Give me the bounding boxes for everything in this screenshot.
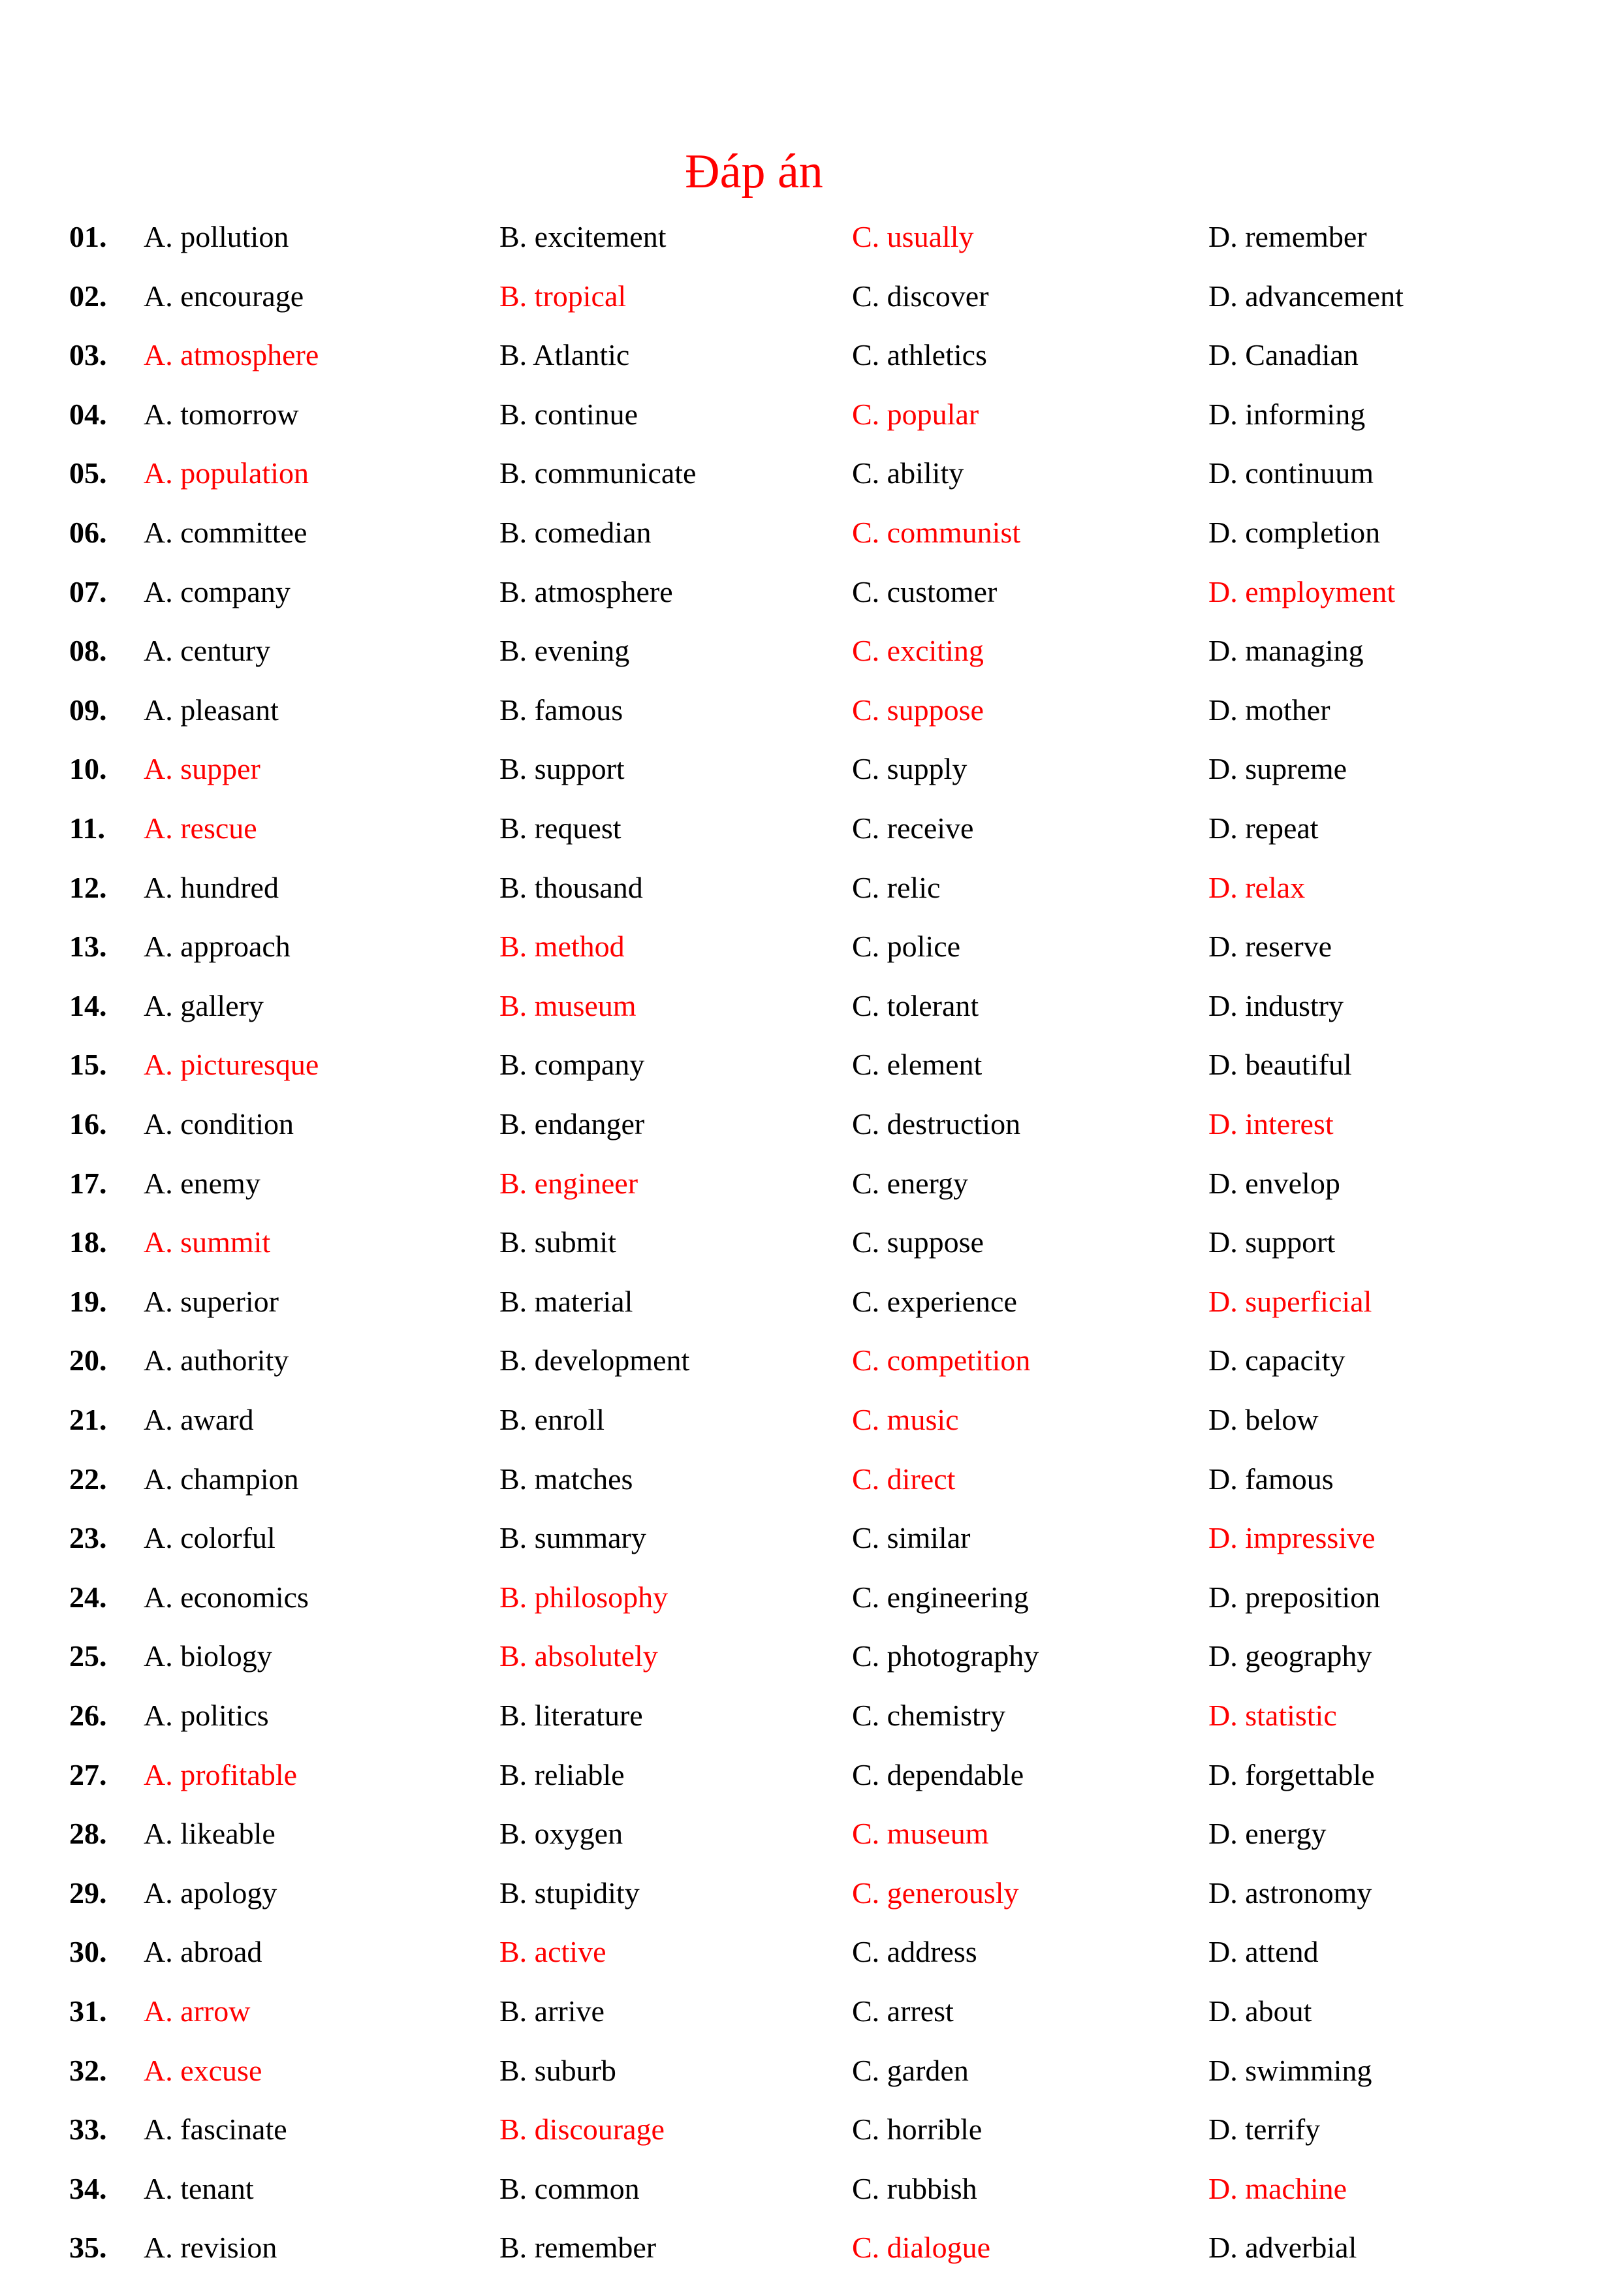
question-row xyxy=(0,208,1621,266)
question-number: 06. xyxy=(69,516,107,549)
question-number: 24. xyxy=(69,1580,107,1614)
option: B. oxygen xyxy=(499,1817,623,1851)
option: C. supply xyxy=(852,752,968,786)
option: D. repeat xyxy=(1208,811,1319,845)
option: C. police xyxy=(852,930,961,964)
question-number: 32. xyxy=(69,2053,107,2087)
option: B. support xyxy=(499,752,625,786)
question-number: 04. xyxy=(69,397,107,431)
question-number: 22. xyxy=(69,1462,107,1496)
question-row xyxy=(0,503,1621,562)
question-row xyxy=(0,2218,1621,2277)
question-row xyxy=(0,681,1621,740)
option: A. champion xyxy=(144,1462,299,1496)
question-row xyxy=(0,1331,1621,1390)
question-row xyxy=(0,1982,1621,2041)
option: B. matches xyxy=(499,1462,633,1496)
question-number: 29. xyxy=(69,1876,107,1910)
option: C. relic xyxy=(852,870,941,904)
question-row xyxy=(0,977,1621,1035)
correct-option: C. dialogue xyxy=(852,2231,991,2265)
option: A. pollution xyxy=(144,220,289,253)
option: C. photography xyxy=(852,1639,1039,1673)
option: D. mother xyxy=(1208,693,1330,727)
option: C. experience xyxy=(852,1284,1017,1318)
option: B. summary xyxy=(499,1521,646,1555)
option: B. comedian xyxy=(499,516,652,549)
question-number: 23. xyxy=(69,1521,107,1555)
option: A. tenant xyxy=(144,2171,254,2205)
question-number: 11. xyxy=(69,811,105,845)
correct-option: C. competition xyxy=(852,1344,1031,1377)
option: B. arrive xyxy=(499,1994,605,2028)
question-row xyxy=(0,326,1621,385)
option: C. receive xyxy=(852,811,974,845)
option: A. apology xyxy=(144,1876,277,1910)
option: C. chemistry xyxy=(852,1699,1006,1732)
option: A. fascinate xyxy=(144,2113,287,2147)
option: A. economics xyxy=(144,1580,309,1614)
option: A. pleasant xyxy=(144,693,279,727)
option: B. common xyxy=(499,2171,640,2205)
option: A. biology xyxy=(144,1639,272,1673)
option: C. similar xyxy=(852,1521,971,1555)
correct-option: C. usually xyxy=(852,220,974,253)
option: B. remember xyxy=(499,2231,657,2265)
option: A. gallery xyxy=(144,988,264,1022)
question-row xyxy=(0,1686,1621,1745)
option: A. enemy xyxy=(144,1166,260,1200)
question-number: 02. xyxy=(69,279,107,313)
question-number: 30. xyxy=(69,1935,107,1969)
option: D. completion xyxy=(1208,516,1381,549)
option: B. stupidity xyxy=(499,1876,640,1910)
question-row xyxy=(0,858,1621,917)
option: A. approach xyxy=(144,930,291,964)
correct-option: A. arrow xyxy=(144,1994,251,2028)
question-number: 16. xyxy=(69,1107,107,1140)
correct-option: C. direct xyxy=(852,1462,956,1496)
correct-option: C. museum xyxy=(852,1817,989,1851)
correct-option: B. method xyxy=(499,930,625,964)
question-row xyxy=(0,2160,1621,2218)
option: A. colorful xyxy=(144,1521,275,1555)
question-row xyxy=(0,1213,1621,1272)
correct-option: C. exciting xyxy=(852,634,984,668)
question-number: 17. xyxy=(69,1166,107,1200)
option: B. request xyxy=(499,811,622,845)
option: A. revision xyxy=(144,2231,277,2265)
option: C. suppose xyxy=(852,1225,984,1259)
correct-option: C. generously xyxy=(852,1876,1019,1910)
option: A. company xyxy=(144,574,291,608)
question-number: 35. xyxy=(69,2231,107,2265)
option: D. managing xyxy=(1208,634,1364,668)
correct-option: B. absolutely xyxy=(499,1639,658,1673)
option: B. Atlantic xyxy=(499,338,630,372)
option: C. garden xyxy=(852,2053,969,2087)
correct-option: A. summit xyxy=(144,1225,271,1259)
question-number: 21. xyxy=(69,1403,107,1436)
option: B. development xyxy=(499,1344,690,1377)
option: D. astronomy xyxy=(1208,1876,1372,1910)
option: C. engineering xyxy=(852,1580,1029,1614)
option: D. energy xyxy=(1208,1817,1327,1851)
option: B. communicate xyxy=(499,456,697,490)
option: D. envelop xyxy=(1208,1166,1340,1200)
question-row xyxy=(0,444,1621,503)
correct-option: D. statistic xyxy=(1208,1699,1337,1732)
question-row xyxy=(0,1391,1621,1449)
question-number: 25. xyxy=(69,1639,107,1673)
option: A. authority xyxy=(144,1344,289,1377)
correct-option: A. atmosphere xyxy=(144,338,319,372)
option: A. century xyxy=(144,634,271,668)
correct-option: A. supper xyxy=(144,752,260,786)
question-row xyxy=(0,740,1621,798)
question-number: 13. xyxy=(69,930,107,964)
question-row xyxy=(0,1035,1621,1094)
question-number: 19. xyxy=(69,1284,107,1318)
option: C. tolerant xyxy=(852,988,979,1022)
option: C. ability xyxy=(852,456,964,490)
question-row xyxy=(0,2100,1621,2159)
option: D. support xyxy=(1208,1225,1336,1259)
option: B. enroll xyxy=(499,1403,605,1436)
option: C. destruction xyxy=(852,1107,1021,1140)
correct-option: C. suppose xyxy=(852,693,984,727)
question-number: 08. xyxy=(69,634,107,668)
question-number: 07. xyxy=(69,574,107,608)
correct-option: D. superficial xyxy=(1208,1284,1372,1318)
option: B. literature xyxy=(499,1699,643,1732)
option: A. award xyxy=(144,1403,254,1436)
correct-option: B. engineer xyxy=(499,1166,638,1200)
question-row xyxy=(0,1095,1621,1154)
question-number: 14. xyxy=(69,988,107,1022)
question-number: 18. xyxy=(69,1225,107,1259)
option: B. excitement xyxy=(499,220,667,253)
option: C. athletics xyxy=(852,338,987,372)
correct-option: C. popular xyxy=(852,397,979,431)
correct-option: C. music xyxy=(852,1403,959,1436)
question-row xyxy=(0,1450,1621,1509)
option: D. preposition xyxy=(1208,1580,1381,1614)
question-number: 20. xyxy=(69,1344,107,1377)
option: D. forgettable xyxy=(1208,1757,1375,1791)
correct-option: D. relax xyxy=(1208,870,1306,904)
option: C. rubbish xyxy=(852,2171,977,2205)
option: B. evening xyxy=(499,634,630,668)
correct-option: A. excuse xyxy=(144,2053,262,2087)
question-number: 15. xyxy=(69,1048,107,1082)
option: B. famous xyxy=(499,693,623,727)
question-number: 27. xyxy=(69,1757,107,1791)
option: B. company xyxy=(499,1048,645,1082)
option: D. below xyxy=(1208,1403,1319,1436)
option: A. encourage xyxy=(144,279,304,313)
question-row xyxy=(0,385,1621,444)
correct-option: D. machine xyxy=(1208,2171,1347,2205)
correct-option: B. active xyxy=(499,1935,606,1969)
question-number: 33. xyxy=(69,2113,107,2147)
option: A. tomorrow xyxy=(144,397,299,431)
option: B. thousand xyxy=(499,870,643,904)
option: D. continuum xyxy=(1208,456,1374,490)
correct-option: D. employment xyxy=(1208,574,1396,608)
correct-option: B. museum xyxy=(499,988,637,1022)
question-row xyxy=(0,1804,1621,1863)
question-row xyxy=(0,1154,1621,1213)
question-number: 26. xyxy=(69,1699,107,1732)
question-number: 10. xyxy=(69,752,107,786)
option: D. about xyxy=(1208,1994,1312,2028)
option: A. hundred xyxy=(144,870,279,904)
option: D. supreme xyxy=(1208,752,1347,786)
option: A. committee xyxy=(144,516,307,549)
option: B. submit xyxy=(499,1225,616,1259)
option: A. abroad xyxy=(144,1935,262,1969)
question-row xyxy=(0,1627,1621,1686)
question-row xyxy=(0,1272,1621,1331)
question-row xyxy=(0,1746,1621,1804)
question-row xyxy=(0,621,1621,680)
option: D. terrify xyxy=(1208,2113,1321,2147)
question-number: 09. xyxy=(69,693,107,727)
option: D. reserve xyxy=(1208,930,1332,964)
correct-option: B. tropical xyxy=(499,279,627,313)
option: B. endanger xyxy=(499,1107,645,1140)
question-number: 03. xyxy=(69,338,107,372)
option: D. famous xyxy=(1208,1462,1334,1496)
correct-option: D. interest xyxy=(1208,1107,1334,1140)
correct-option: A. population xyxy=(144,456,309,490)
question-row xyxy=(0,267,1621,326)
correct-option: D. impressive xyxy=(1208,1521,1376,1555)
option: B. continue xyxy=(499,397,638,431)
option: A. likeable xyxy=(144,1817,275,1851)
option: C. element xyxy=(852,1048,983,1082)
correct-option: C. communist xyxy=(852,516,1021,549)
option: D. capacity xyxy=(1208,1344,1346,1377)
correct-option: B. discourage xyxy=(499,2113,665,2147)
question-number: 34. xyxy=(69,2171,107,2205)
option: C. customer xyxy=(852,574,998,608)
option: D. adverbial xyxy=(1208,2231,1357,2265)
question-row xyxy=(0,2041,1621,2100)
option: D. geography xyxy=(1208,1639,1372,1673)
correct-option: B. philosophy xyxy=(499,1580,669,1614)
option: B. atmosphere xyxy=(499,574,673,608)
option: C. arrest xyxy=(852,1994,954,2028)
question-row xyxy=(0,1864,1621,1923)
option: C. address xyxy=(852,1935,977,1969)
question-number: 12. xyxy=(69,870,107,904)
page-title: Đáp án xyxy=(685,145,823,198)
option: C. dependable xyxy=(852,1757,1024,1791)
option: B. suburb xyxy=(499,2053,616,2087)
question-row xyxy=(0,1568,1621,1627)
question-row xyxy=(0,917,1621,976)
question-row xyxy=(0,799,1621,858)
correct-option: A. picturesque xyxy=(144,1048,319,1082)
option: B. reliable xyxy=(499,1757,625,1791)
question-number: 31. xyxy=(69,1994,107,2028)
question-number: 05. xyxy=(69,456,107,490)
option: A. politics xyxy=(144,1699,269,1732)
question-number: 01. xyxy=(69,220,107,253)
question-row xyxy=(0,563,1621,621)
option: C. horrible xyxy=(852,2113,983,2147)
correct-option: A. profitable xyxy=(144,1757,298,1791)
option: D. informing xyxy=(1208,397,1366,431)
option: D. advancement xyxy=(1208,279,1404,313)
option: D. remember xyxy=(1208,220,1367,253)
option: D. attend xyxy=(1208,1935,1319,1969)
option: D. Canadian xyxy=(1208,338,1359,372)
correct-option: A. rescue xyxy=(144,811,257,845)
option: C. discover xyxy=(852,279,989,313)
option: A. condition xyxy=(144,1107,294,1140)
option: D. swimming xyxy=(1208,2053,1372,2087)
option: D. beautiful xyxy=(1208,1048,1352,1082)
option: A. superior xyxy=(144,1284,279,1318)
question-row xyxy=(0,1923,1621,1981)
option: B. material xyxy=(499,1284,633,1318)
option: C. energy xyxy=(852,1166,969,1200)
option: D. industry xyxy=(1208,988,1344,1022)
question-number: 28. xyxy=(69,1817,107,1851)
question-row xyxy=(0,1509,1621,1567)
